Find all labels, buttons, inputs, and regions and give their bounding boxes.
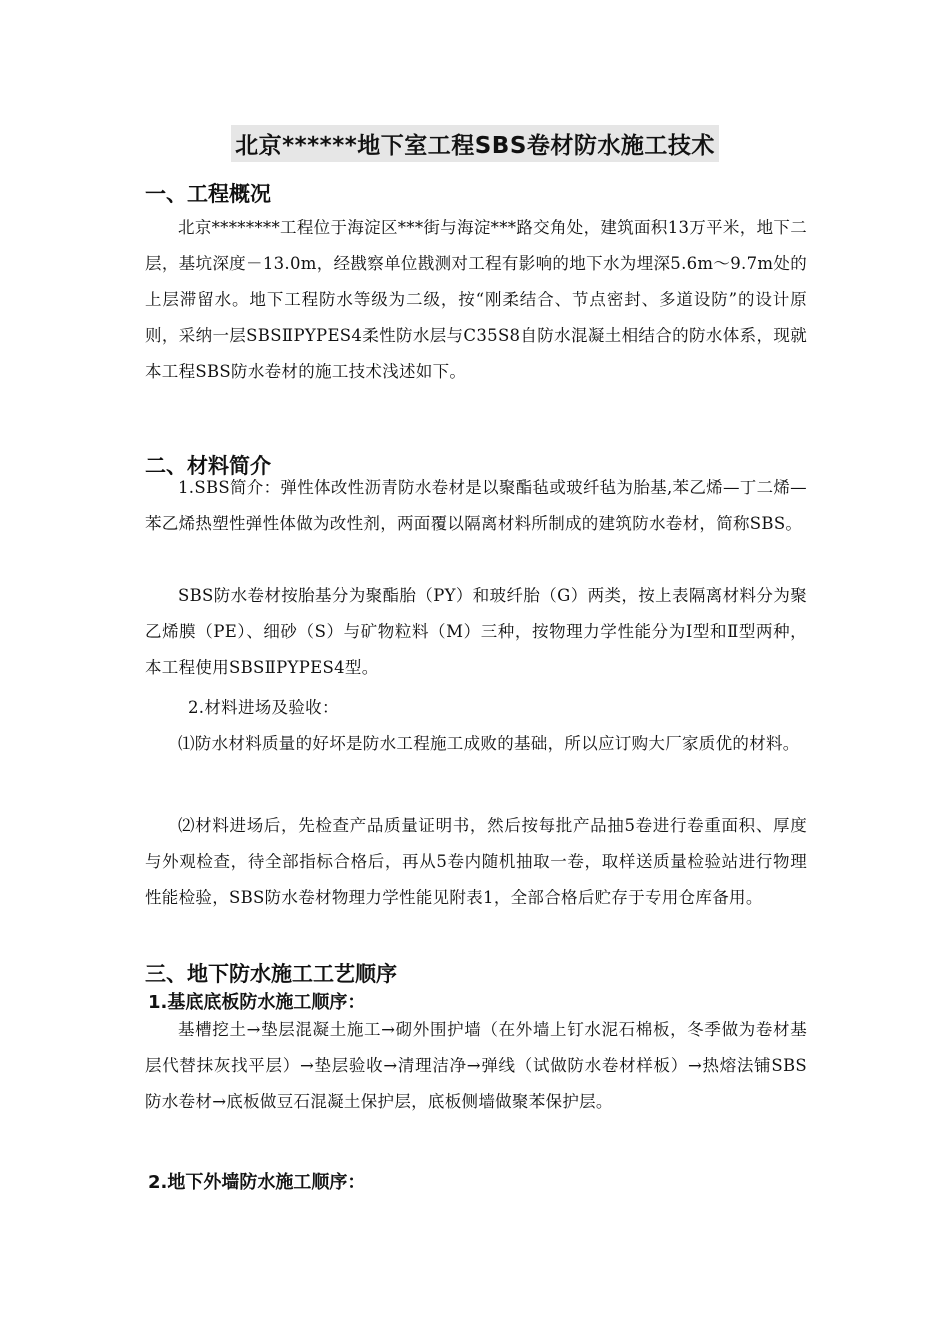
materials-paragraph-sbs-intro: 1.SBS简介：弹性体改性沥青防水卷材是以聚酯毡或玻纤毡为胎基,苯乙烯—丁二烯—苯乙烯热塑性弹性体做为改性剂，两面覆以隔离材料所制成的建筑防水卷材，简称SBS。 [145,478,807,533]
document-title [0,125,950,162]
overview-paragraph: 北京********工程位于海淀区***街与海淀***路交角处，建筑面积13万平米，地下二层，基坑深度－13.0m，经戡察单位戡测对工程有影响的地下水为埋深5.6m～9.7m处的上层滞留水。地下工程防水等级为二级，按“刚柔结合、节点密封、多道设防”的设计原则，采纳一层SBSⅡPYPES4柔性防水层与C35S8自防水混凝土相结合的防水体系，现就本工程SBS防水卷材的施工技术浅述如下。 [145,218,807,381]
materials-item-1: ⑴防水材料质量的好坏是防水工程施工成败的基础，所以应订购大厂家质优的材料。 [178,734,800,753]
document-title-text: 北京******地下室工程SBS卷材防水施工技术 [231,125,719,162]
materials-item-2: ⑵材料进场后，先检查产品质量证明书，然后按每批产品抽5卷进行卷重面积、厚度与外观检查，待全部指标合格后，再从5卷内随机抽取一卷，取样送质量检验站进行物理性能检验，SBS防水卷材物理力学性能见附表1，全部合格后贮存于专用仓库备用。 [145,816,807,907]
materials-paragraph-classification: SBS防水卷材按胎基分为聚酯胎（PY）和玻纤胎（G）两类，按上表隔离材料分为聚乙烯膜（PE）、细砂（S）与矿物粒料（M）三种，按物理力学性能分为Ⅰ型和Ⅱ型两种，本工程使用SBSⅡPYPES4型。 [145,586,807,677]
section-heading-process: 三、地下防水施工工艺顺序 [145,962,397,986]
floor-process-paragraph: 基槽挖土→垫层混凝土施工→砌外围护墙（在外墙上钉水泥石棉板，冬季做为卷材基层代替抹灰找平层）→垫层验收→清理洁净→弹线（试做防水卷材样板）→热熔法铺SBS防水卷材→底板做豆石混凝土保护层，底板侧墙做聚苯保护层。 [145,1020,807,1111]
subheading-wall-process: 2.地下外墙防水施工顺序： [148,1172,366,1193]
subheading-floor-process: 1.基底底板防水施工顺序： [148,992,366,1013]
materials-subheading-acceptance: 2.材料进场及验收： [188,698,339,717]
section-heading-overview: 一、工程概况 [145,182,271,206]
section-heading-materials: 二、材料简介 [145,454,271,478]
